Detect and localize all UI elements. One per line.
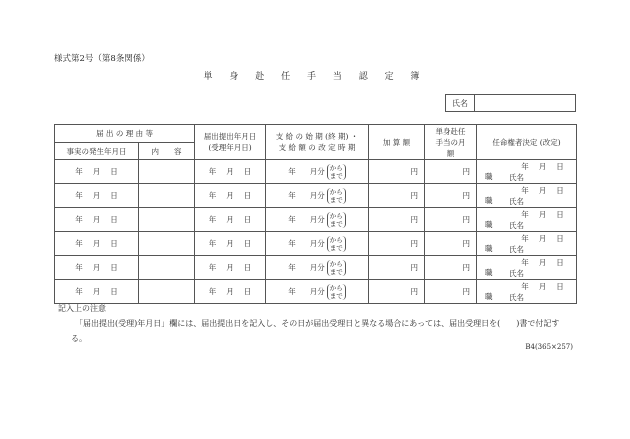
document-title: 単 身 赴 任 手 当 認 定 簿 <box>203 72 427 82</box>
month-part-label: 月分 <box>309 239 325 248</box>
event-date-cell[interactable] <box>55 256 139 280</box>
content-cell[interactable] <box>139 232 195 256</box>
year-label: 年 <box>521 282 529 291</box>
day-label: 日 <box>110 263 118 272</box>
month-part-label: 月分 <box>309 215 325 224</box>
to-label: まで <box>329 171 343 180</box>
event-date-cell[interactable] <box>55 232 139 256</box>
submit-date-cell[interactable] <box>195 208 266 232</box>
to-label: まで <box>329 219 343 228</box>
period-cell[interactable] <box>266 256 369 280</box>
appointer-cell[interactable] <box>477 256 577 280</box>
month-label: 月 <box>226 239 234 248</box>
header-event-date: 事実の発生年月日 <box>55 143 139 160</box>
day-label: 日 <box>556 162 564 171</box>
appointer-name-label: 氏名 <box>509 173 525 182</box>
yen-label: 円 <box>462 287 471 296</box>
header-period-line1: 支 給 の 始 期 (終 期) ・ <box>275 132 359 141</box>
submit-date-cell[interactable] <box>195 184 266 208</box>
month-part-label: 月分 <box>309 191 325 200</box>
month-label: 月 <box>538 162 547 171</box>
from-to-bracket <box>327 212 346 228</box>
appointer-cell[interactable] <box>477 184 577 208</box>
month-label: 月 <box>92 215 101 224</box>
yen-label: 円 <box>462 215 471 224</box>
from-label: から <box>329 259 343 268</box>
from-to-bracket <box>327 164 346 180</box>
appointer-name-label: 氏名 <box>509 221 525 230</box>
day-label: 日 <box>110 215 118 224</box>
month-label: 月 <box>226 167 234 176</box>
addition-cell[interactable] <box>369 280 425 304</box>
year-label: 年 <box>208 215 217 224</box>
year-label: 年 <box>288 215 296 224</box>
day-label: 日 <box>556 258 564 267</box>
day-label: 日 <box>110 191 118 200</box>
year-label: 年 <box>521 186 529 195</box>
day-label: 日 <box>110 167 118 176</box>
appointer-cell[interactable] <box>477 160 577 184</box>
header-submit-date-line1: 届出提出年月日 <box>203 132 257 141</box>
period-cell[interactable] <box>266 160 369 184</box>
yen-label: 円 <box>462 239 471 248</box>
paper-size: B4(365×257) <box>525 343 573 351</box>
month-label: 月 <box>92 287 101 296</box>
day-label: 日 <box>556 282 564 291</box>
position-label: 職 <box>485 172 493 181</box>
monthly-cell[interactable] <box>425 184 477 208</box>
month-label: 月 <box>92 263 101 272</box>
position-label: 職 <box>485 268 493 277</box>
yen-label: 円 <box>410 215 419 224</box>
table-row <box>55 184 577 208</box>
monthly-cell[interactable] <box>425 280 477 304</box>
year-label: 年 <box>288 191 296 200</box>
header-monthly <box>425 125 477 160</box>
event-date-cell[interactable] <box>55 280 139 304</box>
yen-label: 円 <box>410 263 419 272</box>
to-label: まで <box>329 291 343 300</box>
table-row <box>55 280 577 304</box>
year-label: 年 <box>208 167 217 176</box>
header-content: 内 容 <box>139 143 195 160</box>
event-date-cell[interactable] <box>55 184 139 208</box>
table-row <box>55 160 577 184</box>
position-label: 職 <box>485 244 493 253</box>
content-cell[interactable] <box>139 160 195 184</box>
year-label: 年 <box>288 263 296 272</box>
table-row <box>55 232 577 256</box>
yen-label: 円 <box>410 239 419 248</box>
addition-cell[interactable] <box>369 256 425 280</box>
header-submit-date <box>195 125 266 160</box>
from-label: から <box>329 283 343 292</box>
month-label: 月 <box>92 167 101 176</box>
day-label: 日 <box>243 263 252 272</box>
submit-date-cell[interactable] <box>195 280 266 304</box>
year-label: 年 <box>288 287 296 296</box>
appointer-cell[interactable] <box>477 232 577 256</box>
to-label: まで <box>329 267 343 276</box>
month-label: 月 <box>538 186 547 195</box>
certification-table <box>54 124 577 304</box>
monthly-cell[interactable] <box>425 232 477 256</box>
year-label: 年 <box>75 239 83 248</box>
appointer-name-label: 氏名 <box>509 269 525 278</box>
monthly-cell[interactable] <box>425 208 477 232</box>
submit-date-cell[interactable] <box>195 232 266 256</box>
period-cell[interactable] <box>266 232 369 256</box>
name-label: 氏名 <box>446 95 475 111</box>
notes-line1: 「届出提出(受理)年月日」欄には、届出提出日を記入し、その日が届出受理日と異なる場合にあっては、届出受理日を( )書で付記す <box>75 319 560 328</box>
yen-label: 円 <box>462 167 471 176</box>
to-label: まで <box>329 243 343 252</box>
yen-label: 円 <box>462 191 471 200</box>
header-period-line2: 支 給 額 の 改 定 時 期 <box>278 143 356 152</box>
period-cell[interactable] <box>266 208 369 232</box>
from-label: から <box>329 163 343 172</box>
day-label: 日 <box>243 215 252 224</box>
year-label: 年 <box>521 258 529 267</box>
header-addition: 加 算 額 <box>369 125 425 160</box>
year-label: 年 <box>75 263 83 272</box>
from-to-bracket <box>327 236 346 252</box>
year-label: 年 <box>521 210 529 219</box>
header-reason: 届 出 の 理 由 等 <box>55 125 195 143</box>
month-label: 月 <box>92 239 101 248</box>
yen-label: 円 <box>462 263 471 272</box>
month-label: 月 <box>538 258 547 267</box>
header-monthly-line2: 手当の月 <box>435 137 466 147</box>
position-label: 職 <box>485 220 493 229</box>
table-row <box>55 256 577 280</box>
month-label: 月 <box>538 282 547 291</box>
year-label: 年 <box>208 239 217 248</box>
day-label: 日 <box>243 239 252 248</box>
month-part-label: 月分 <box>309 287 325 296</box>
from-label: から <box>329 187 343 196</box>
month-label: 月 <box>226 287 234 296</box>
day-label: 日 <box>110 239 118 248</box>
monthly-cell[interactable] <box>425 160 477 184</box>
content-cell[interactable] <box>139 208 195 232</box>
table-row <box>55 208 577 232</box>
content-cell[interactable] <box>139 256 195 280</box>
name-box <box>445 94 576 112</box>
day-label: 日 <box>556 234 564 243</box>
table-body <box>55 160 577 304</box>
notes-line2: る。 <box>71 334 87 343</box>
event-date-cell[interactable] <box>55 208 139 232</box>
month-part-label: 月分 <box>309 167 325 176</box>
year-label: 年 <box>521 234 529 243</box>
position-label: 職 <box>485 292 493 301</box>
year-label: 年 <box>288 239 296 248</box>
content-cell[interactable] <box>139 184 195 208</box>
content-cell[interactable] <box>139 280 195 304</box>
year-label: 年 <box>75 191 83 200</box>
addition-cell[interactable] <box>369 184 425 208</box>
notes-heading: 記入上の注意 <box>58 304 106 313</box>
addition-cell[interactable] <box>369 232 425 256</box>
year-label: 年 <box>208 263 217 272</box>
notes-body <box>71 316 575 346</box>
day-label: 日 <box>556 210 564 219</box>
month-label: 月 <box>226 263 234 272</box>
addition-cell[interactable] <box>369 160 425 184</box>
header-appointer: 任命権者決定 (改定) <box>477 125 577 160</box>
year-label: 年 <box>208 191 217 200</box>
day-label: 日 <box>243 191 252 200</box>
day-label: 日 <box>243 287 252 296</box>
submit-date-cell[interactable] <box>195 256 266 280</box>
name-field[interactable] <box>475 95 575 111</box>
month-label: 月 <box>92 191 101 200</box>
period-cell[interactable] <box>266 280 369 304</box>
to-label: まで <box>329 195 343 204</box>
form-id: 様式第2号（第8条関係） <box>54 54 150 64</box>
appointer-cell[interactable] <box>477 280 577 304</box>
from-to-bracket <box>327 260 346 276</box>
year-label: 年 <box>288 167 296 176</box>
position-label: 職 <box>485 196 493 205</box>
year-label: 年 <box>208 287 217 296</box>
event-date-cell[interactable] <box>55 160 139 184</box>
from-to-bracket <box>327 188 346 204</box>
appointer-name-label: 氏名 <box>509 293 525 302</box>
appointer-name-label: 氏名 <box>509 197 525 206</box>
year-label: 年 <box>75 167 83 176</box>
submit-date-cell[interactable] <box>195 160 266 184</box>
year-label: 年 <box>75 287 83 296</box>
year-label: 年 <box>75 215 83 224</box>
day-label: 日 <box>243 167 252 176</box>
header-monthly-line1: 単身赴任 <box>435 126 466 136</box>
day-label: 日 <box>110 287 118 296</box>
appointer-name-label: 氏名 <box>509 245 525 254</box>
month-label: 月 <box>226 215 234 224</box>
month-label: 月 <box>226 191 234 200</box>
month-part-label: 月分 <box>309 263 325 272</box>
month-label: 月 <box>538 234 547 243</box>
from-to-bracket <box>327 284 346 300</box>
yen-label: 円 <box>410 167 419 176</box>
from-label: から <box>329 211 343 220</box>
year-label: 年 <box>521 162 529 171</box>
appointer-cell[interactable] <box>477 208 577 232</box>
month-label: 月 <box>538 210 547 219</box>
period-cell[interactable] <box>266 184 369 208</box>
day-label: 日 <box>556 186 564 195</box>
monthly-cell[interactable] <box>425 256 477 280</box>
header-submit-date-line2: (受理年月日) <box>208 143 252 152</box>
yen-label: 円 <box>410 287 419 296</box>
header-period <box>266 125 369 160</box>
header-row-1 <box>55 125 577 143</box>
yen-label: 円 <box>410 191 419 200</box>
from-label: から <box>329 235 343 244</box>
addition-cell[interactable] <box>369 208 425 232</box>
header-monthly-line3: 額 <box>446 148 455 158</box>
